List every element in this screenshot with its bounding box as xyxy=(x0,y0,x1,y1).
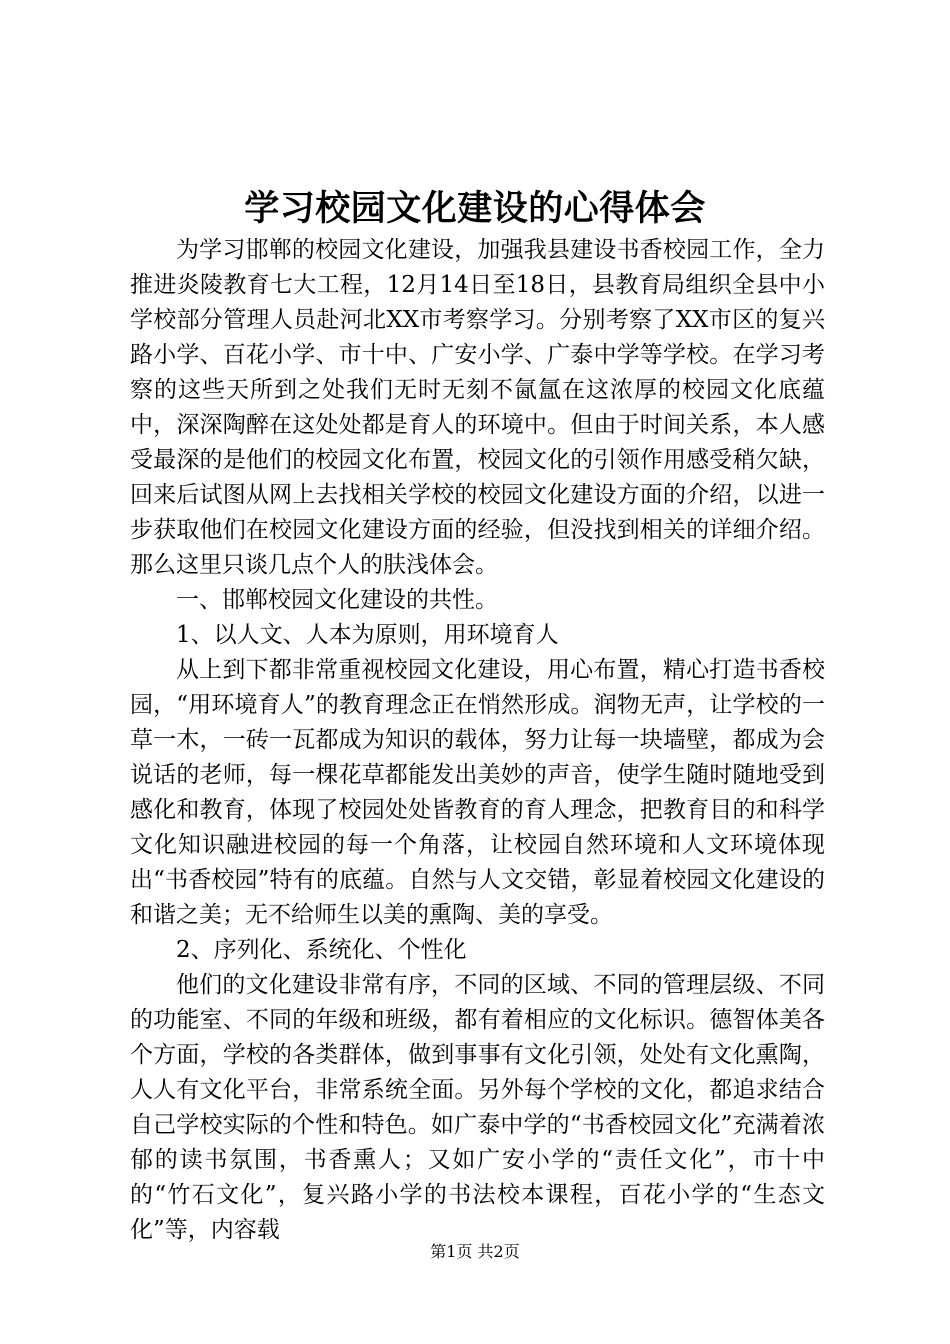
heading-subsection-2: 2、序列化、系统化、个性化 xyxy=(176,937,467,963)
heading-subsection-1: 1、以人文、人本为原则，用环境育人 xyxy=(176,622,559,648)
heading-section-1: 一、邯郸校园文化建设的共性。 xyxy=(176,587,498,613)
paragraph-systematic: 他们的文化建设非常有序，不同的区域、不同的管理层级、不同的功能室、不同的年级和班级，都有着相应的文化标识。德智体美各个方面，学校的各类群体，做到事事有文化引领，处处有文化熏陶，人人有文化平台，非常系统全面。另外每个学校的文化，都追求结合自己学校实际的个性和特色。如广泰中学的“书香校园文化”充满着浓郁的读书氛围，书香熏人；又如广安小学的“责任文化”，市十中的“竹石文化”，复兴路小学的书法校本课程，百花小学的“生态文化”等，内容载 xyxy=(130,972,825,1243)
page-number-footer: 第1页 共2页 xyxy=(430,1242,520,1261)
paragraph-intro: 为学习邯郸的校园文化建设，加强我县建设书香校园工作，全力推进炎陵教育七大工程，12月14日至18日，县教育局组织全县中小学校部分管理人员赴河北XX市考察学习。分别考察了XX市区的复兴路小学、百花小学、市十中、广安小学、广泰中学等学校。在学习考察的这些天所到之处我们无时无刻不氤氲在这浓厚的校园文化底蕴中，深深陶醉在这处处都是育人的环境中。但由于时间关系，本人感受最深的是他们的校园文化布置，校园文化的引领作用感受稍欠缺，回来后试图从网上去找相关学校的校园文化建设方面的介绍，以进一步获取他们在校园文化建设方面的经验，但没找到相关的详细介绍。那么这里只谈几点个人的肤浅体会。 xyxy=(130,237,825,578)
paragraph-environment: 从上到下都非常重视校园文化建设，用心布置，精心打造书香校园，“用环境育人”的教育理念正在悄然形成。润物无声，让学校的一草一木，一砖一瓦都成为知识的载体，努力让每一块墙壁，都成为会说话的老师，每一棵花草都能发出美妙的声音，使学生随时随地受到感化和教育，体现了校园处处皆教育的育人理念，把教育目的和科学文化知识融进校园的每一个角落，让校园自然环境和人文环境体现出“书香校园”特有的底蕴。自然与人文交错，彰显着校园文化建设的和谐之美；无不给师生以美的熏陶、美的享受。 xyxy=(130,657,825,928)
document-body xyxy=(130,233,825,1248)
document-title: 学习校园文化建设的心得体会 xyxy=(244,189,706,229)
